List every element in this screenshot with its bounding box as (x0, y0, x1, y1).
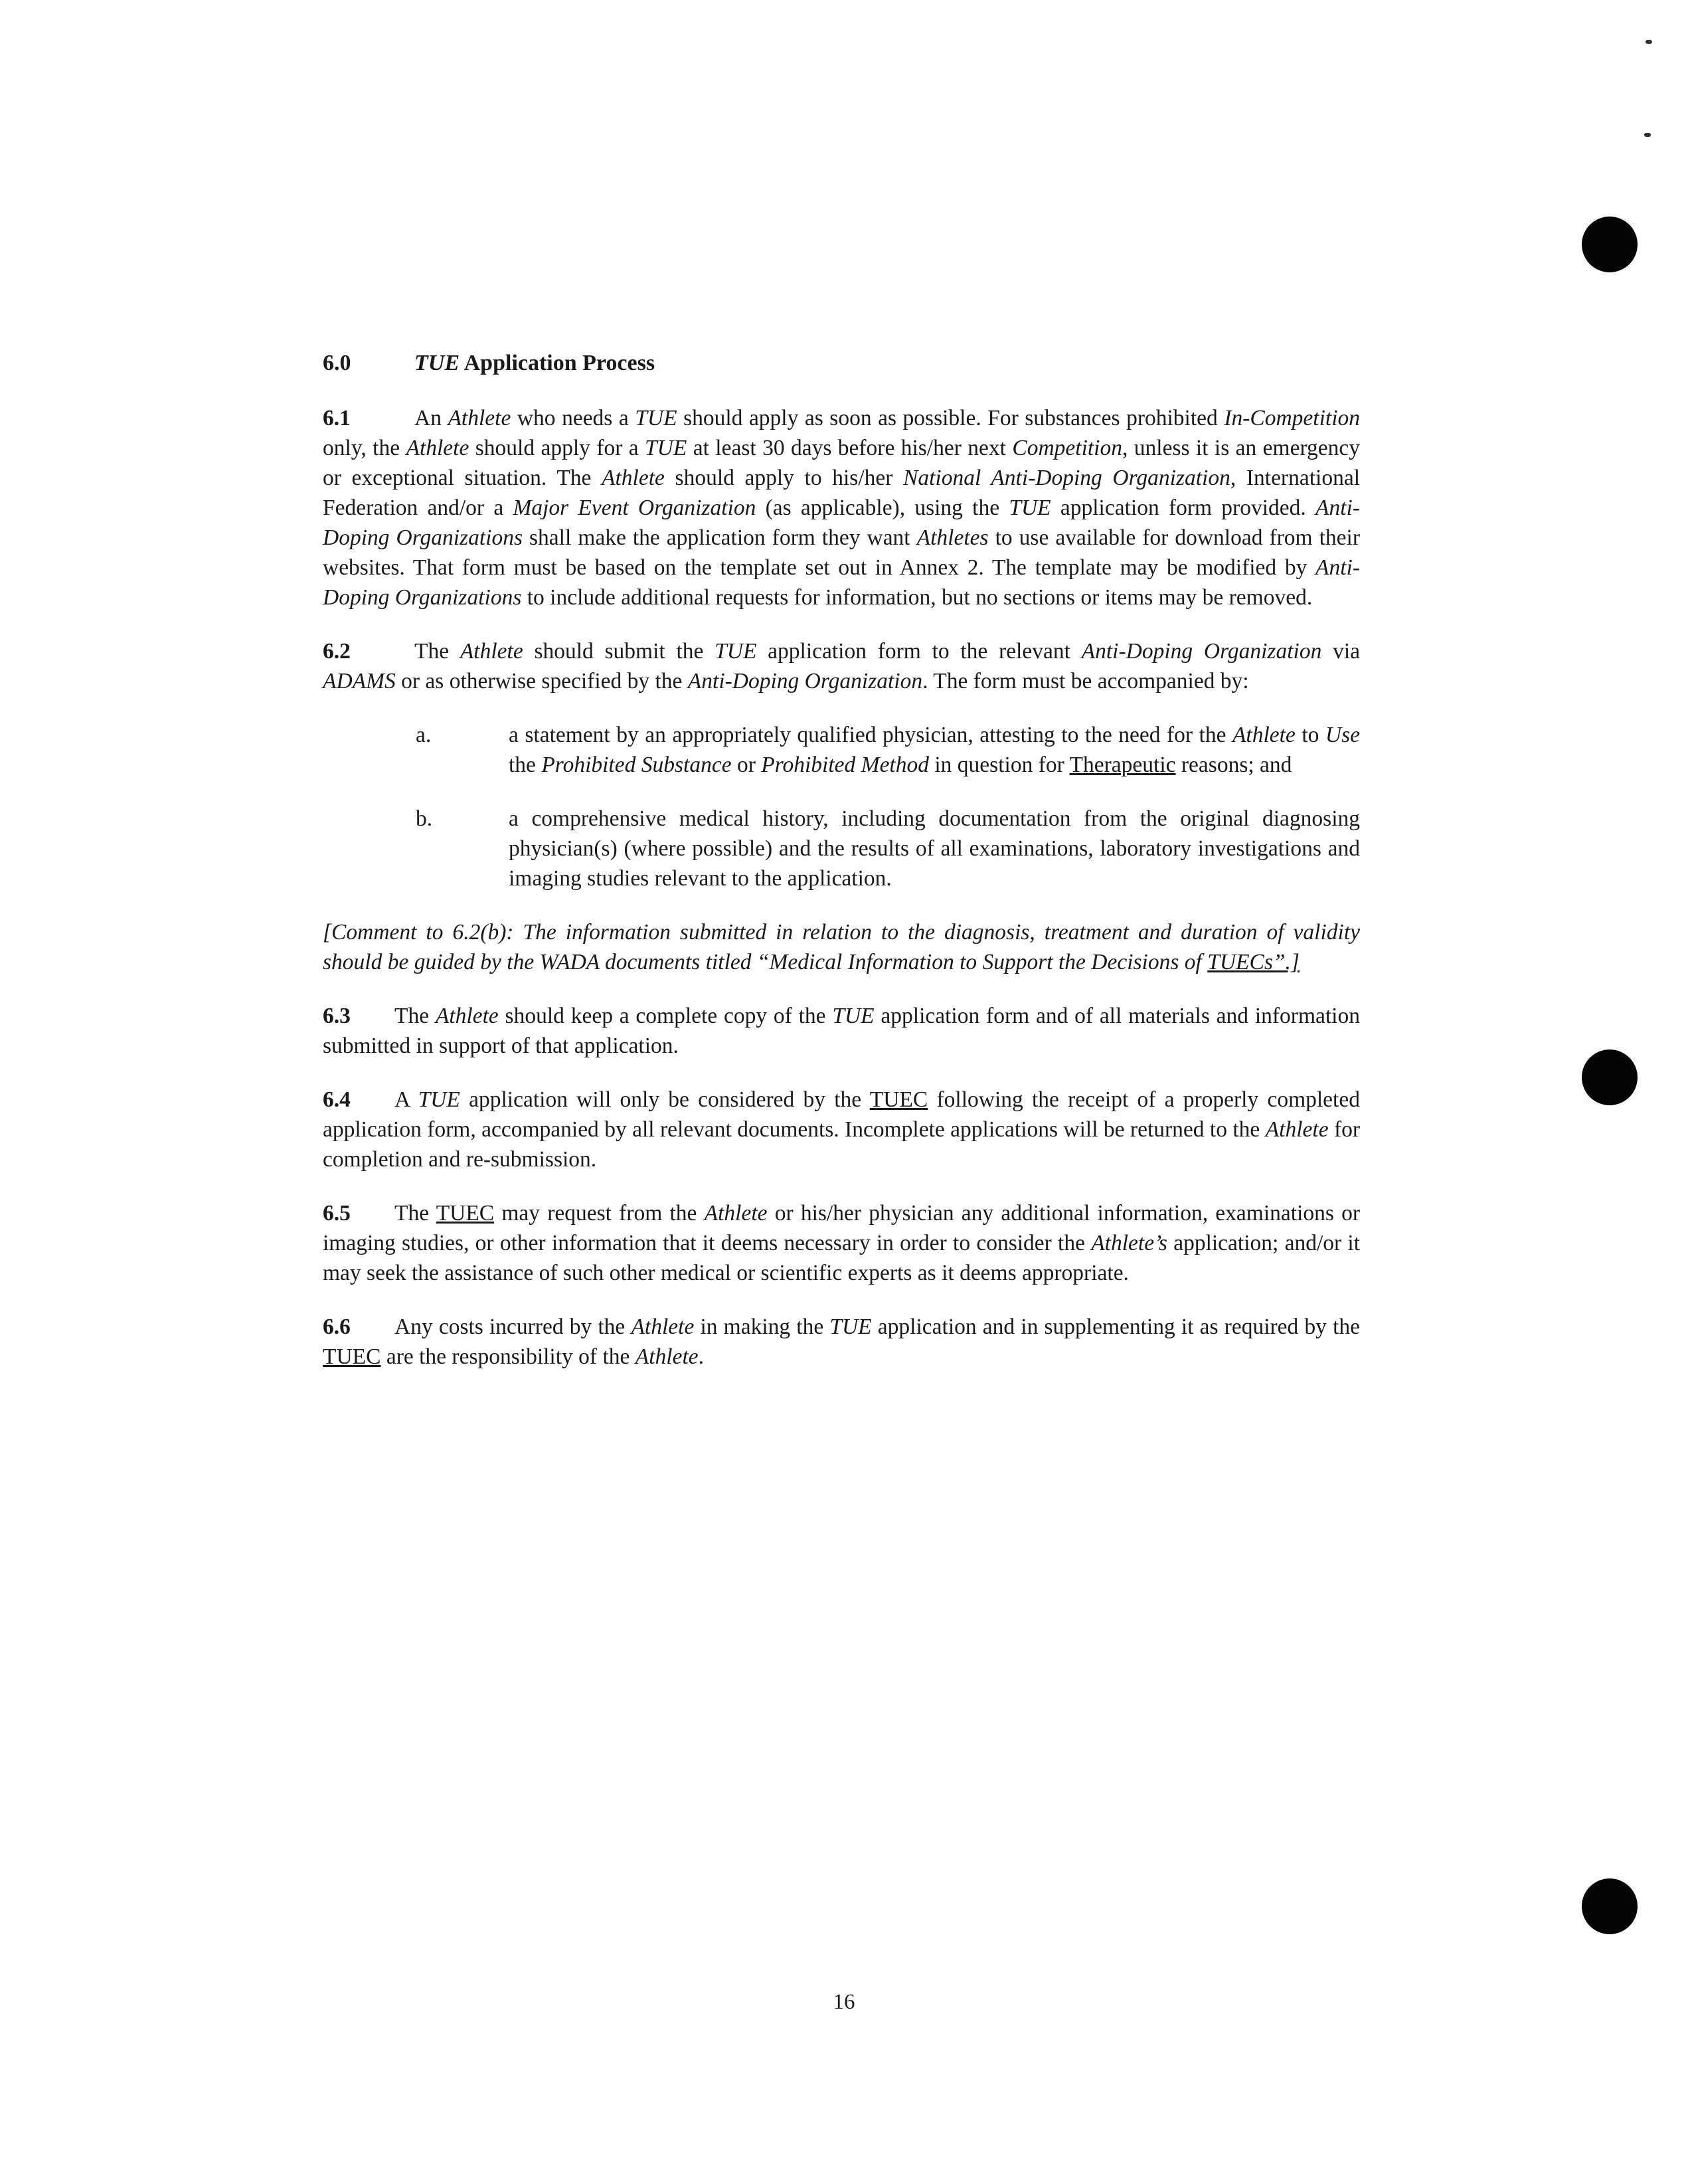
punch-hole-top (1582, 217, 1638, 272)
defined-term: National Anti-Doping Organization (903, 466, 1230, 490)
text-run: should apply for a (469, 436, 645, 460)
text-run: The (394, 1004, 436, 1028)
defined-term: Anti-Doping Organization (687, 669, 923, 693)
paragraph-6-6 (323, 1312, 1360, 1372)
text-run: or (731, 753, 762, 777)
text-run: application; and/or it may seek the assistance of such other medical or scientific experts as it deems appropriate. (323, 1231, 1361, 1285)
text-run: , unless it is an emergency or exceptional situation. The (323, 436, 1361, 490)
punch-hole-bottom (1582, 1878, 1638, 1934)
document-body (323, 337, 1360, 1396)
text-run: (as applicable), using the (756, 496, 1009, 520)
list-marker: b. (416, 806, 433, 831)
scan-speck (1646, 40, 1652, 44)
defined-term: Athlete (406, 436, 469, 460)
text-run: , International Federation and/or a (323, 466, 1361, 520)
section-number: 6.0 (323, 351, 351, 375)
text-run: a statement by an appropriately qualified physician, attesting to the need for the (509, 723, 1232, 747)
text-run: The (394, 1201, 436, 1226)
text-run: A (394, 1087, 418, 1112)
list-item-text (509, 720, 1360, 780)
defined-term: TUE (1009, 496, 1051, 520)
text-run: should apply as soon as possible. For substances prohibited (677, 406, 1224, 430)
paragraph-6-2 (323, 636, 1360, 696)
text-run: may request from the (494, 1201, 705, 1226)
defined-term: In-Competition (1224, 406, 1361, 430)
paragraph-number: 6.2 (323, 639, 351, 664)
text-run: or as otherwise specified by the (395, 669, 688, 693)
text-run: in question for (929, 753, 1070, 777)
text-run: following the receipt of a properly completed application form, accompanied by all relevant documents. Incomplete applications will be returned to the (323, 1087, 1360, 1142)
text-run: The (414, 639, 460, 664)
defined-term: TUE (715, 639, 757, 664)
defined-term: Anti-Doping Organizations (323, 496, 1360, 550)
defined-term: TUE (418, 1087, 460, 1112)
text-run: application and in supplementing it as required by the (871, 1315, 1360, 1339)
underlined-term: TUECs”.] (1207, 950, 1300, 974)
list-item-text: a comprehensive medical history, including documentation from the original diagnosing physician(s) (where possible) and the results of all examinations, laboratory investigations and imaging studies relevant to the application. (509, 806, 1360, 891)
paragraph-6-3 (323, 1001, 1360, 1061)
text-run: An (414, 406, 448, 430)
text-run: to (1295, 723, 1325, 747)
underlined-term: TUEC (869, 1087, 928, 1112)
text-run: to use available for download from their websites. That form must be based on the template set out in Annex 2. The template may be modified by (323, 525, 1360, 580)
defined-term: TUE (645, 436, 687, 460)
paragraph-6-4 (323, 1085, 1360, 1174)
defined-term: Athlete (704, 1201, 768, 1226)
text-run: via (1321, 639, 1360, 664)
list-item-a (323, 720, 1360, 780)
paragraph-number: 6.3 (323, 1004, 351, 1028)
text-run: the (509, 753, 542, 777)
text-run: application will only be considered by the (460, 1087, 870, 1112)
text-run: should apply to his/her (664, 466, 904, 490)
defined-term: Athlete (435, 1004, 499, 1028)
paragraph-6-1 (323, 403, 1360, 612)
section-heading (323, 348, 1360, 378)
heading-title: Application Process (460, 351, 655, 375)
paragraph-6-5 (323, 1198, 1360, 1288)
text-run: only, the (323, 436, 406, 460)
heading-italic: TUE (414, 351, 460, 375)
defined-term: TUE (832, 1004, 875, 1028)
paragraph-number: 6.6 (323, 1315, 351, 1339)
paragraph-number: 6.5 (323, 1201, 351, 1226)
text-run: application form to the relevant (756, 639, 1082, 664)
comment-6-2b (323, 917, 1360, 977)
text-run: or his/her physician any additional information, examinations or imaging studies, or other information that it deems necessary in order to consider the (323, 1201, 1361, 1255)
text-run: to include additional requests for information, but no sections or items may be removed. (521, 585, 1313, 610)
defined-term: Anti-Doping Organizations (323, 555, 1360, 610)
defined-term: Prohibited Method (761, 753, 929, 777)
requirements-list (323, 720, 1360, 893)
defined-term: Prohibited Substance (541, 753, 732, 777)
underlined-term: Therapeutic (1069, 753, 1176, 777)
defined-term: Major Event Organization (513, 496, 756, 520)
text-run: [Comment to 6.2(b): The information submitted in relation to the diagnosis, treatment and duration of validity should be guided by the WADA documents titled “Medical Information to Support the Decisions of (323, 920, 1360, 974)
defined-term: Competition (1012, 436, 1122, 460)
paragraph-number: 6.4 (323, 1087, 351, 1112)
text-run: at least 30 days before his/her next (687, 436, 1013, 460)
defined-term: Athlete (602, 466, 665, 490)
text-run: . The form must be accompanied by: (922, 669, 1249, 693)
defined-term: Athlete (635, 1344, 699, 1369)
defined-term: Athlete (1232, 723, 1296, 747)
defined-term: Use (1325, 723, 1361, 747)
text-run: should keep a complete copy of the (498, 1004, 833, 1028)
text-run: reasons; and (1175, 753, 1292, 777)
defined-term: Athlete (1265, 1117, 1329, 1142)
list-item-b (323, 804, 1360, 893)
defined-term: TUE (635, 406, 677, 430)
text-run: for completion and re-submission. (323, 1117, 1361, 1172)
page-number: 16 (833, 1990, 855, 2014)
underlined-term: TUEC (436, 1201, 495, 1226)
defined-term: Athlete’s (1091, 1231, 1167, 1255)
defined-term: Athlete (631, 1315, 695, 1339)
text-run: application form provided. (1051, 496, 1316, 520)
paragraph-number: 6.1 (323, 406, 351, 430)
text-run: . (698, 1344, 705, 1369)
text-run: who needs a (511, 406, 635, 430)
text-run: shall make the application form they want (523, 525, 917, 550)
punch-hole-middle (1582, 1049, 1638, 1105)
underlined-term: TUEC (323, 1344, 381, 1369)
defined-term: Anti-Doping Organization (1081, 639, 1322, 664)
text-run: in making the (694, 1315, 830, 1339)
defined-term: Athlete (460, 639, 523, 664)
defined-term: TUE (829, 1315, 872, 1339)
defined-term: Athlete (448, 406, 511, 430)
defined-term: ADAMS (323, 669, 396, 693)
text-run: Any costs incurred by the (394, 1315, 632, 1339)
defined-term: Athletes (916, 525, 989, 550)
scan-speck (1644, 133, 1651, 137)
list-marker: a. (416, 723, 432, 747)
text-run: should submit the (523, 639, 715, 664)
text-run: application form and of all materials and information submitted in support of that application. (323, 1004, 1360, 1058)
text-run: are the responsibility of the (380, 1344, 635, 1369)
